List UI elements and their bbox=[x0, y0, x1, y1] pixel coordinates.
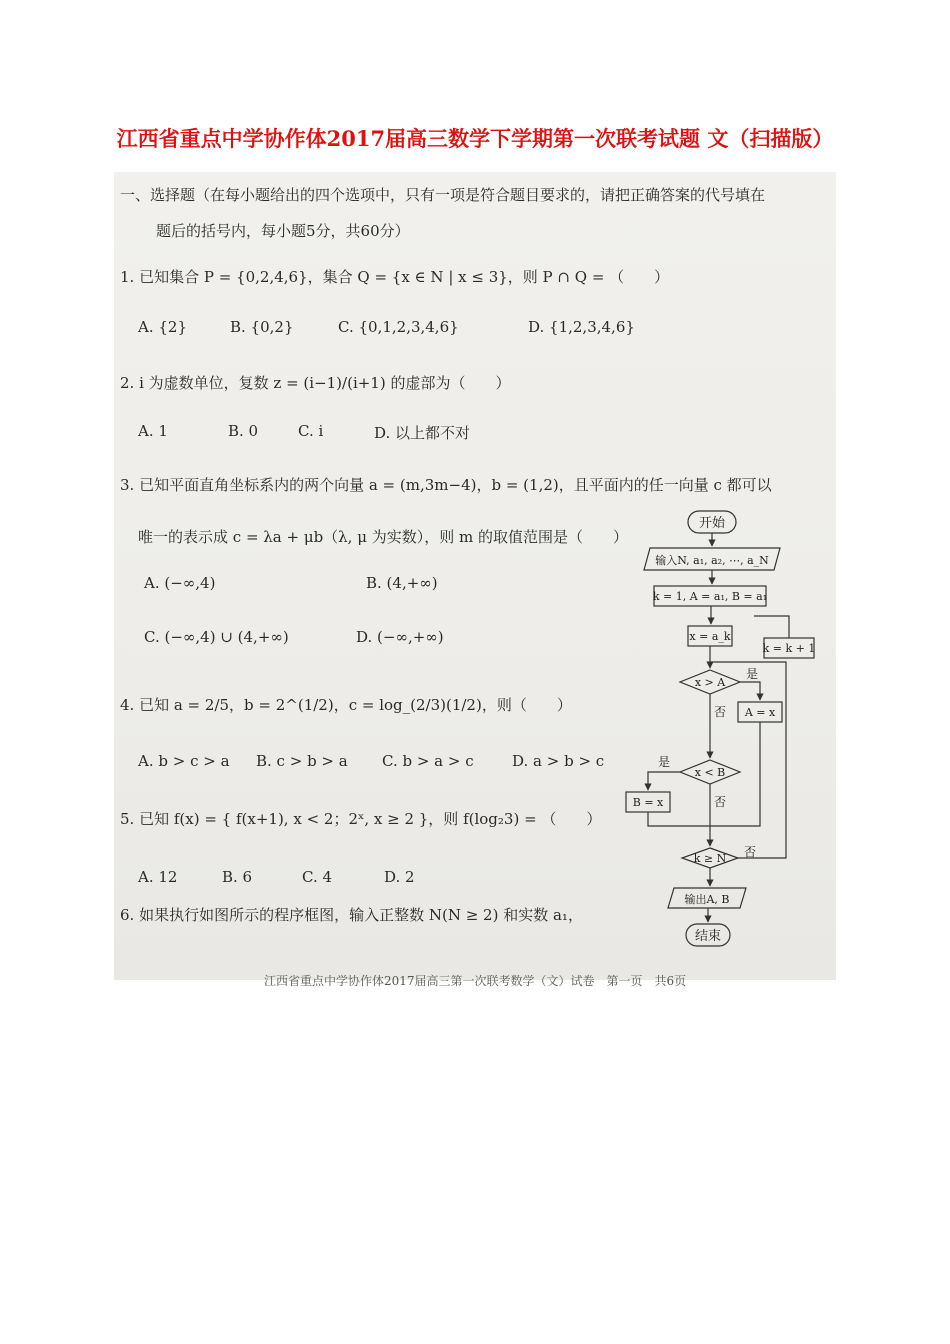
flow-yes1: 是 bbox=[746, 667, 759, 681]
document-title: 江西省重点中学协作体2017届高三数学下学期第一次联考试题 文（扫描版） bbox=[116, 126, 834, 151]
flow-no2: 否 bbox=[714, 795, 727, 809]
question-3-option-c: C. (−∞,4) ∪ (4,+∞) bbox=[144, 628, 289, 646]
scanned-exam-page bbox=[114, 172, 836, 988]
section-heading-cont: 题后的括号内，每小题5分，共60分） bbox=[156, 222, 410, 240]
question-4-option-b: B. c > b > a bbox=[256, 752, 348, 770]
question-1-option-a: A. {2} bbox=[138, 318, 187, 336]
question-1-stem: 1. 已知集合 P = {0,2,4,6}，集合 Q = {x ∈ N | x ≤ 3}，则 P ∩ Q = （ ） bbox=[120, 268, 670, 286]
question-2-option-c: C. i bbox=[298, 422, 324, 440]
flow-yes2: 是 bbox=[658, 755, 671, 769]
question-2-option-b: B. 0 bbox=[228, 422, 259, 440]
question-6-stem: 6. 如果执行如图所示的程序框图，输入正整数 N(N ≥ 2) 和实数 a₁， bbox=[120, 906, 583, 924]
flow-cond1-label: x > A bbox=[694, 676, 726, 689]
flow-cond2-label: x < B bbox=[694, 766, 726, 779]
flowchart bbox=[114, 172, 836, 980]
question-4-option-d: D. a > b > c bbox=[512, 752, 605, 770]
flow-no3: 否 bbox=[744, 845, 757, 859]
flow-start-label: 开始 bbox=[698, 516, 726, 531]
flow-end-label: 结束 bbox=[694, 929, 722, 944]
question-3-stem-cont: 唯一的表示成 c = λa + μb（λ, μ 为实数），则 m 的取值范围是（ ） bbox=[138, 528, 629, 546]
flow-incr-label: k = k + 1 bbox=[762, 642, 816, 655]
question-4-option-a: A. b > c > a bbox=[138, 752, 230, 770]
question-2-option-a: A. 1 bbox=[138, 422, 168, 440]
question-3-option-d: D. (−∞,+∞) bbox=[356, 628, 444, 646]
question-5-option-d: D. 2 bbox=[384, 868, 415, 886]
page-footer: 江西省重点中学协作体2017届高三第一次联考数学（文）试卷 第一页 共6页 bbox=[264, 974, 687, 988]
question-1-option-b: B. {0,2} bbox=[230, 318, 294, 336]
question-2-stem: 2. i 为虚数单位，复数 z = (i−1)/(i+1) 的虚部为（ ） bbox=[120, 374, 511, 392]
flow-cond3-label: k ≥ N bbox=[693, 852, 727, 865]
flow-set-a-label: A = x bbox=[744, 706, 776, 719]
flow-output-label: 输出A, B bbox=[684, 893, 730, 906]
question-2-option-d: D. 以上都不对 bbox=[374, 424, 471, 442]
question-5-option-a: A. 12 bbox=[138, 868, 178, 886]
question-1-option-c: C. {0,1,2,3,4,6} bbox=[338, 318, 459, 336]
flow-set-b-label: B = x bbox=[632, 796, 664, 809]
question-5-stem: 5. 已知 f(x) = { f(x+1), x < 2；2ˣ, x ≥ 2 }，则 f(log₂3) = （ ） bbox=[120, 810, 602, 828]
flow-no1: 否 bbox=[714, 705, 727, 719]
question-4-option-c: C. b > a > c bbox=[382, 752, 474, 770]
question-3-stem: 3. 已知平面直角坐标系内的两个向量 a = (m,3m−4)，b = (1,2)，且平面内的任一向量 c 都可以 bbox=[120, 476, 772, 494]
flow-assign-label: x = a_k bbox=[689, 630, 731, 643]
flow-input-label: 输入N, a₁, a₂, ⋯, a_N bbox=[655, 554, 769, 567]
question-5-option-c: C. 4 bbox=[302, 868, 333, 886]
question-3-option-b: B. (4,+∞) bbox=[366, 574, 438, 592]
question-1-option-d: D. {1,2,3,4,6} bbox=[528, 318, 635, 336]
question-5-option-b: B. 6 bbox=[222, 868, 253, 886]
flow-init-label: k = 1, A = a₁, B = a₁ bbox=[652, 590, 768, 603]
section-heading: 一、选择题（在每小题给出的四个选项中，只有一项是符合题目要求的，请把正确答案的代号填在 bbox=[120, 186, 766, 204]
question-3-option-a: A. (−∞,4) bbox=[144, 574, 216, 592]
question-4-stem: 4. 已知 a = 2/5，b = 2^(1/2)，c = log_(2/3)(1/2)，则（ ） bbox=[120, 696, 572, 714]
